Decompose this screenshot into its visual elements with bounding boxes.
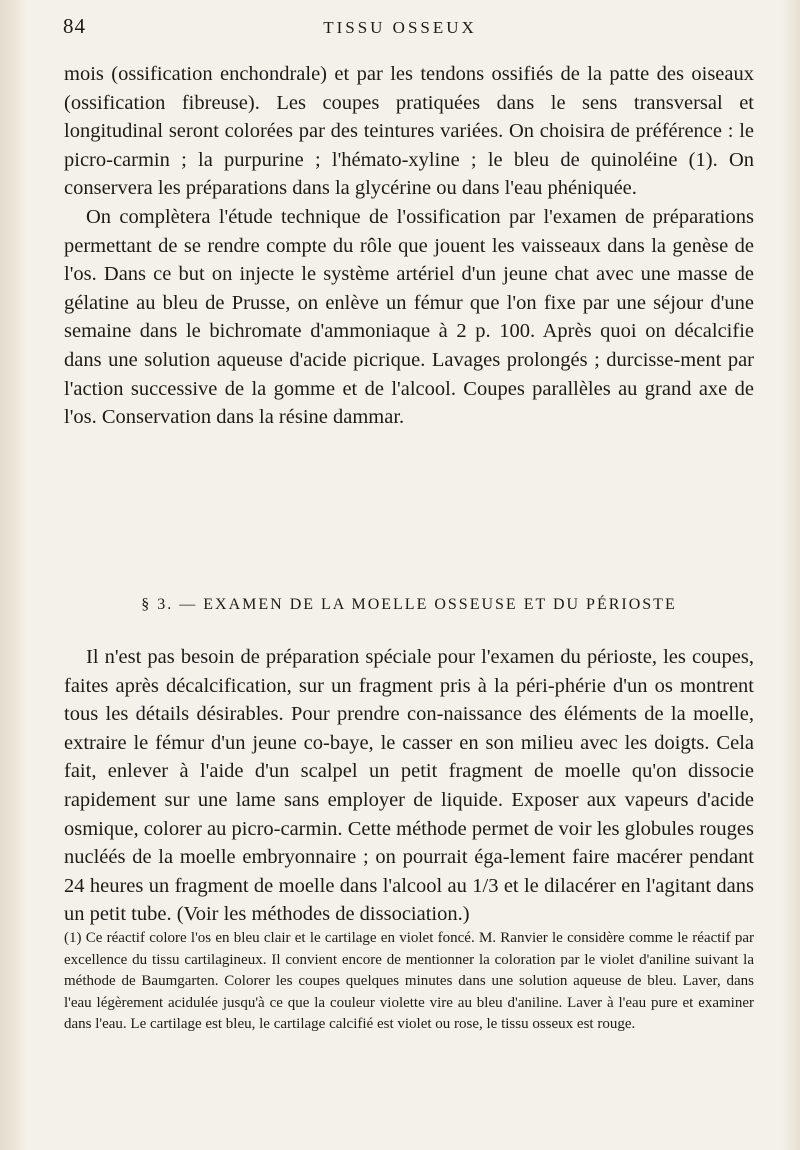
paragraph: mois (ossification enchondrale) et par les tendons ossifiés de la patte des oiseaux (ossification fibreuse). Les coupes pratiquées dans le sens transversal et longitudinal seront colorées par des teintures variées. On choisira de préférence : le picro-carmin ; la purpurine ; l'hémato-xyline ; le bleu de quinoléine (1). On conservera les préparations dans la glycérine ou dans l'eau phéniquée. xyxy=(64,63,754,200)
running-head: TISSU OSSEUX xyxy=(323,18,477,37)
paragraph: Il n'est pas besoin de préparation spéciale pour l'examen du périoste, les coupes, faites après décalcification, sur un fragment pris à la péri-phérie d'un os montrent tous les détails désirables. Pour prendre con-naissance des éléments de la moelle, extraire le fémur d'un jeune co-baye, le casser en son milieu avec les doigts. Cela fait, enlever à l'aide d'un scalpel un petit fragment de moelle qu'on dissocie rapidement sur une lame sans employer de liquide. Exposer aux vapeurs d'acide osmique, colorer au picro-carmin. Cette méthode permet de voir les globules rouges nucléés de la moelle embryonnaire ; on pourrait éga-lement faire macérer pendant 24 heures un fragment de moelle dans l'alcool au 1/3 et le dilacérer en l'agitant dans un petit tube. (Voir les méthodes de dissociation.) xyxy=(64,646,754,926)
body-text-section xyxy=(64,643,754,929)
page-number: 84 xyxy=(63,14,86,38)
footnote: (1) Ce réactif colore l'os en bleu clair et le cartilage en violet foncé. M. Ranvier le considère comme le réactif par excellence du tissu cartilagineux. Il convient encore de mentionner la coloration par le violet d'aniline suivant la méthode de Baumgarten. Colorer les coupes quelques minutes dans une solution aqueuse de bleu. Laver, dans l'eau légèrement acidulée jusqu'à ce que la couleur violette vire au bleu d'aniline. Laver à l'eau pure et examiner dans l'eau. Le cartilage est bleu, le cartilage calcifié est violet ou rose, le tissu osseux est rouge. xyxy=(64,930,754,1032)
page-edge xyxy=(782,0,800,1150)
body-text-top xyxy=(64,60,754,432)
section-heading: § 3. — EXAMEN DE LA MOELLE OSSEUSE ET DU PÉRIOSTE xyxy=(141,596,677,613)
paragraph: On complètera l'étude technique de l'ossification par l'examen de préparations permettant de se rendre compte du rôle que jouent les vaisseaux dans la genèse de l'os. Dans ce but on injecte le système artériel d'un jeune chat avec une masse de gélatine au bleu de Prusse, on enlève un fémur que l'on fixe par une séjour d'une semaine dans le bichromate d'ammoniaque à 2 p. 100. Après quoi on décalcifie dans une solution aqueuse d'acide picrique. Lavages prolongés ; durcisse-ment par l'action successive de la gomme et de l'alcool. Coupes parallèles au grand axe de l'os. Conservation dans la résine dammar. xyxy=(64,205,754,429)
page-gutter xyxy=(0,0,26,1150)
